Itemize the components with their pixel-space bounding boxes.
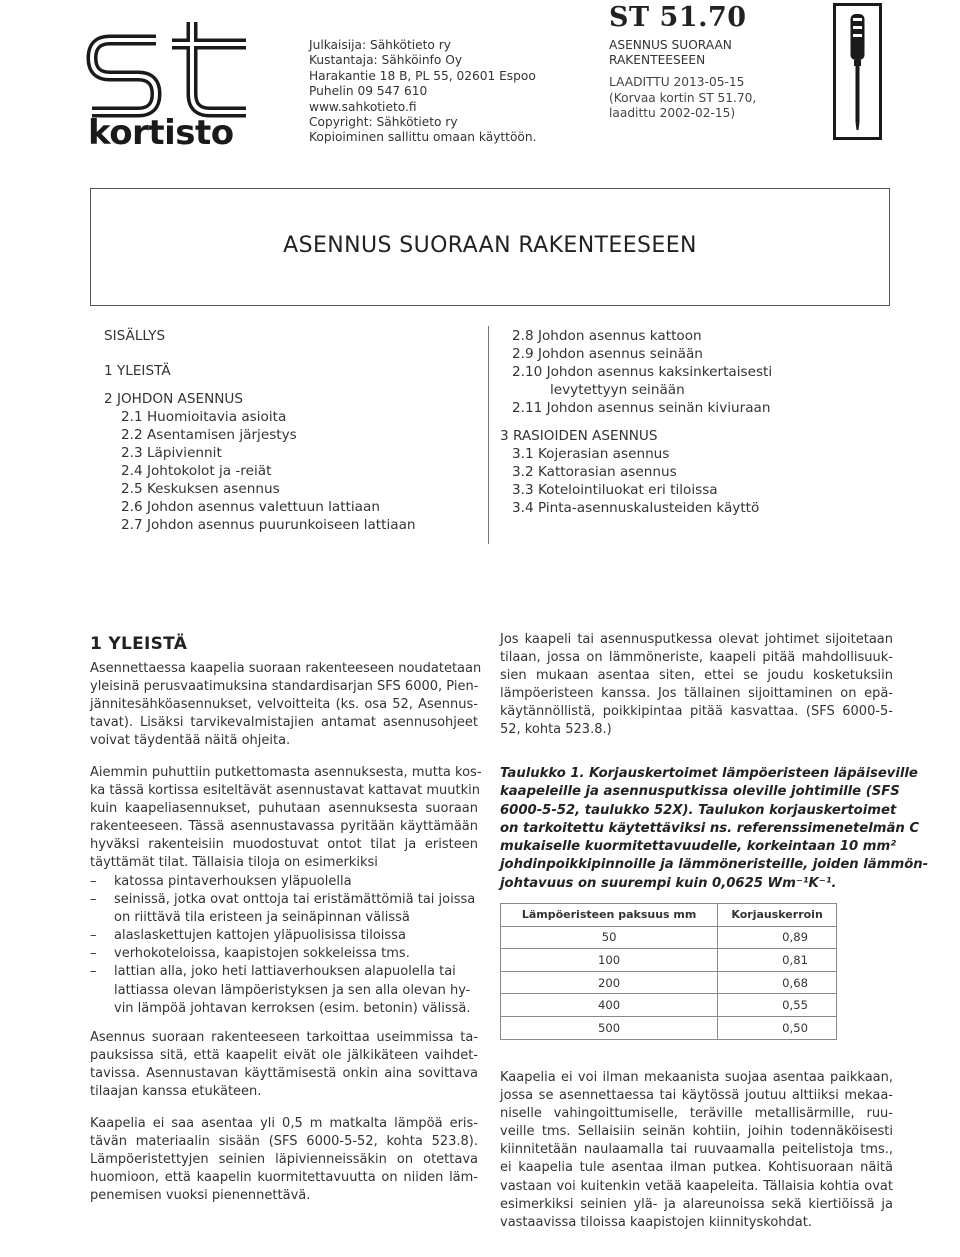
publisher-line: Puhelin 09 547 610 — [309, 84, 428, 99]
toc-item: 3.3 Kotelointiluokat eri tiloissa — [512, 482, 718, 498]
list-item-continued: vin lämpöä johtavan kerroksen (esim. betonin) välissä. — [114, 1000, 471, 1016]
text-line: voivat täydentää näitä ohjeita. — [90, 733, 291, 749]
list-item: – seinissä, jotka ovat onttoja tai eristämättömiä tai joissa — [90, 892, 476, 908]
publisher-line: Kustantaja: Sähköinfo Oy — [309, 53, 463, 68]
text-line: pauksissa sitä, että kaapelit eivät ole jälkikäteen vaihdet- — [90, 1048, 478, 1064]
text-line: tavissa. Asennustavan käyttämisestä onkin aina sovittava — [90, 1066, 478, 1082]
toc-item: 3 RASIOIDEN ASENNUS — [500, 428, 658, 444]
text-line: ei kaapelia tule asentaa ilman putkea. Kohtisuoraan näitä — [500, 1160, 893, 1176]
toc-item: 2.11 Johdon asennus seinän kiviuraan — [512, 400, 771, 416]
paragraph — [500, 1069, 893, 1232]
toc-item: 2.6 Johdon asennus valettuun lattiaan — [121, 499, 380, 515]
list-item-text: seinissä, jotka ovat onttoja tai eristämättömiä tai joissa — [114, 892, 476, 908]
toc-item: 3.2 Kattorasian asennus — [512, 464, 677, 480]
table-cell: 0,50 — [718, 1016, 837, 1039]
text-line: käytännöllistä, poikkipintaa pitää kasvattaa. (SFS 6000-5- — [500, 704, 893, 720]
toc-item: 2 JOHDON ASENNUS — [104, 391, 243, 407]
publisher-line: Julkaisija: Sähkötieto ry — [309, 38, 451, 52]
table-row — [501, 949, 837, 972]
list-item: – lattian alla, joko heti lattiaverhouksen alapuolella tai — [90, 964, 456, 980]
table-cell: 0,55 — [718, 994, 837, 1017]
list-item: – katossa pintaverhouksen yläpuolella — [90, 874, 352, 889]
publisher-line: Copyright: Sähkötieto ry — [309, 115, 458, 130]
card-number: ST 51.70 — [609, 2, 747, 33]
toc-item: 2.3 Läpiviennit — [121, 445, 222, 461]
text-line: vastaavissa tiloissa kaapistojen kiinnityskohdat. — [500, 1214, 812, 1230]
text-line: lämpöeristeen kanssa. Jos tällainen sijoittaminen on epä- — [500, 686, 893, 702]
paragraph — [90, 764, 482, 873]
list-item: – verhokoteloissa, kaapistojen sokkeleissa tms. — [90, 946, 410, 962]
screwdriver-icon — [833, 3, 882, 140]
text-line: tavat). Lisäksi tarvikevalmistajien antamat asennusohjeet — [90, 715, 478, 731]
toc-item: 2.10 Johdon asennus kaksinkertaisesti — [512, 364, 773, 380]
caption-line: 6000-5-52, taulukko 52X). Taulukon korjauskertoimet — [500, 802, 897, 818]
card-meta — [609, 75, 756, 122]
list-item-continued: lattiassa olevan lämpöeristyksen ja sen alla olevan hy- — [114, 982, 471, 998]
text-line: tilaajan kanssa etukäteen. — [90, 1084, 262, 1100]
text-line: Kaapelia ei saa asentaa yli 0,5 m matkalta lämpöä eris- — [90, 1116, 478, 1131]
toc-item: 2.5 Keskuksen asennus — [121, 481, 280, 497]
card-title-line: RAKENTEESEEN — [609, 53, 706, 67]
title-box — [90, 188, 890, 306]
text-line: rakenteeseen. Tässä asennustavassa pyritään käyttämään — [90, 819, 478, 835]
st-kortisto-logo — [86, 18, 282, 150]
text-line: Asennus suoraan rakenteeseen tarkoittaa useimmissa ta- — [90, 1030, 478, 1045]
text-line: kiinnitetään naulaamalla tai ruuvaamalla peitelistoja tms., — [500, 1142, 893, 1158]
card-title-line: ASENNUS SUORAAN — [609, 38, 732, 52]
paragraph — [500, 631, 893, 740]
text-line: niselle vahingoittumiselle, teräville metallisärmille, ruu- — [500, 1106, 893, 1122]
logo-wordmark: kortisto — [88, 113, 234, 150]
list-item-text: alaslaskettujen kattojen yläpuolisissa tiloissa — [114, 928, 406, 944]
toc-item: 2.4 Johtokolot ja -reiät — [121, 463, 272, 479]
text-line: Aiemmin puhuttiin putkettomasta asennuksesta, mutta kos- — [90, 765, 482, 780]
toc-item: 2.9 Johdon asennus seinään — [512, 346, 703, 362]
toc-item: 1 YLEISTÄ — [104, 363, 171, 379]
caption-line: kaapeleille ja asennusputkissa oleville johtimille (SFS — [500, 784, 900, 800]
toc-item: 2.7 Johdon asennus puurunkoiseen lattiaan — [121, 517, 416, 533]
text-line: Lämpöeristettyjen seinien läpivienneissäkin on otettava — [90, 1152, 478, 1168]
toc-item: 2.1 Huomioitavia asioita — [121, 409, 287, 425]
table-cell: 200 — [501, 971, 718, 994]
text-line: 52, kohta 523.8.) — [500, 722, 612, 738]
paragraph — [90, 1115, 478, 1205]
toc-divider — [488, 326, 489, 544]
text-line: esimerkiksi seinien ylä- ja alareunoissa sekä kiertiöissä ja — [500, 1196, 893, 1212]
caption-line: johtavuus on suurempi kuin 0,0625 Wm⁻¹K⁻¹. — [500, 875, 837, 891]
table-cell: 500 — [501, 1016, 718, 1039]
list-item-text: lattian alla, joko heti lattiaverhouksen alapuolella tai — [114, 964, 456, 980]
toc-item: 2.8 Johdon asennus kattoon — [512, 328, 702, 344]
text-line: hyväksi rakenteisiin muodostuvat ontot tilat ja eristeen — [90, 837, 478, 853]
meta-line: laadittu 2002-02-15) — [609, 106, 736, 120]
table-row — [501, 926, 837, 949]
publisher-line: Kopioiminen sallittu omaan käyttöön. — [309, 130, 537, 145]
toc-item: levytettyyn seinään — [550, 382, 685, 398]
list-item-continued: on riittävä tila eristeen ja seinäpinnan välissä — [114, 910, 410, 926]
text-line: Asennettaessa kaapelia suoraan rakenteeseen noudatetaan — [90, 661, 482, 676]
list-item-text: katossa pintaverhouksen yläpuolella — [114, 874, 352, 889]
paragraph — [90, 660, 482, 750]
toc-item: 2.2 Asentamisen järjestys — [121, 427, 297, 443]
toc-item: 3.4 Pinta-asennuskalusteiden käyttö — [512, 500, 760, 516]
text-line: Kaapelia ei voi ilman mekaanista suojaa asentaa paikkaan, — [500, 1070, 893, 1085]
toc-item: 3.1 Kojerasian asennus — [512, 446, 670, 462]
table-row — [501, 994, 837, 1017]
table-cell: 50 — [501, 926, 718, 949]
table-cell: 400 — [501, 994, 718, 1017]
publisher-line: www.sahkotieto.fi — [309, 99, 417, 114]
toc-heading: SISÄLLYS — [104, 328, 166, 344]
text-line: yleisinä perusvaatimuksina standardisarjan SFS 6000, Pien- — [90, 679, 479, 695]
dash-list — [90, 873, 478, 1018]
text-line: jännitesähköasennukset, velvoitteita (ks. osa 52, Asennus- — [90, 697, 478, 713]
text-line: veille tms. Sellaisiin seinän kohtiin, joihin todennäköisesti — [500, 1124, 893, 1140]
meta-line: LAADITTU 2013-05-15 — [609, 75, 745, 89]
text-line: ka tässä kortissa esiteltävät asennustavat kattavat muutkin — [90, 783, 480, 799]
caption-line: mukaiselle kuormitettavuudelle, korkeintaan 10 mm² — [500, 839, 897, 855]
text-line: tävän materiaalin sisään (SFS 6000-5-52, kohta 523.8). — [90, 1134, 478, 1150]
text-line: täyttämät tilat. Tällaisia tiloja on esimerkiksi — [90, 855, 378, 871]
table-cell: 0,89 — [718, 926, 837, 949]
card-title — [609, 38, 732, 68]
text-line: penemisen vuoksi pienennettävä. — [90, 1188, 311, 1204]
caption-line: on tarkoitettu käytettäviksi ns. referenssimenetelmän C — [500, 820, 920, 836]
caption-line: johdinpoikkipinnoille ja lämmöneristeille, joiden lämmön- — [500, 857, 929, 873]
caption-line: Taulukko 1. Korjauskertoimet lämpöeristeen läpäiseville — [500, 766, 918, 781]
paragraph — [90, 1029, 478, 1101]
table-cell: 0,81 — [718, 949, 837, 972]
text-line: sien mukaan asentaa siten, ettei se joudu kosketuksiin — [500, 668, 893, 684]
section-heading: 1 YLEISTÄ — [90, 634, 188, 654]
table-cell: 100 — [501, 949, 718, 972]
list-item: – alaslaskettujen kattojen yläpuolisissa tiloissa — [90, 928, 406, 944]
text-line: vastaan voi kuitenkin vetää kaapeleita. Tällaisia kohtia ovat — [500, 1178, 893, 1194]
table-row — [501, 1016, 837, 1039]
text-line: kuin kaapeliasennukset, puhutaan asennuksesta suoraan — [90, 801, 478, 817]
table-row — [501, 971, 837, 994]
page-title: ASENNUS SUORAAN RAKENTEESEEN — [283, 233, 697, 258]
column-header: Lämpöeristeen paksuus mm — [501, 904, 718, 927]
publisher-line: Harakantie 18 B, PL 55, 02601 Espoo — [309, 68, 536, 83]
column-header: Korjauskerroin — [718, 904, 837, 927]
text-line: Jos kaapeli tai asennusputkessa olevat johtimet sijoitetaan — [500, 632, 893, 647]
text-line: tilaan, jossa on lämmöneriste, kaapeli pitää mahdollisuuk- — [500, 650, 893, 666]
text-line: huomioon, että kaapelin kuormitettavuutta on niiden läm- — [90, 1170, 478, 1186]
table-caption — [500, 765, 929, 893]
table-header-row — [501, 904, 837, 927]
list-item-text: verhokoteloissa, kaapistojen sokkeleissa tms. — [114, 946, 410, 962]
meta-line: (Korvaa kortin ST 51.70, — [609, 90, 757, 105]
text-line: jossa se asennettaessa tai käytössä joutuu alttiiksi mekaa- — [500, 1088, 893, 1104]
publisher-info — [309, 38, 536, 146]
table-cell: 0,68 — [718, 971, 837, 994]
correction-factor-table — [500, 903, 837, 1040]
